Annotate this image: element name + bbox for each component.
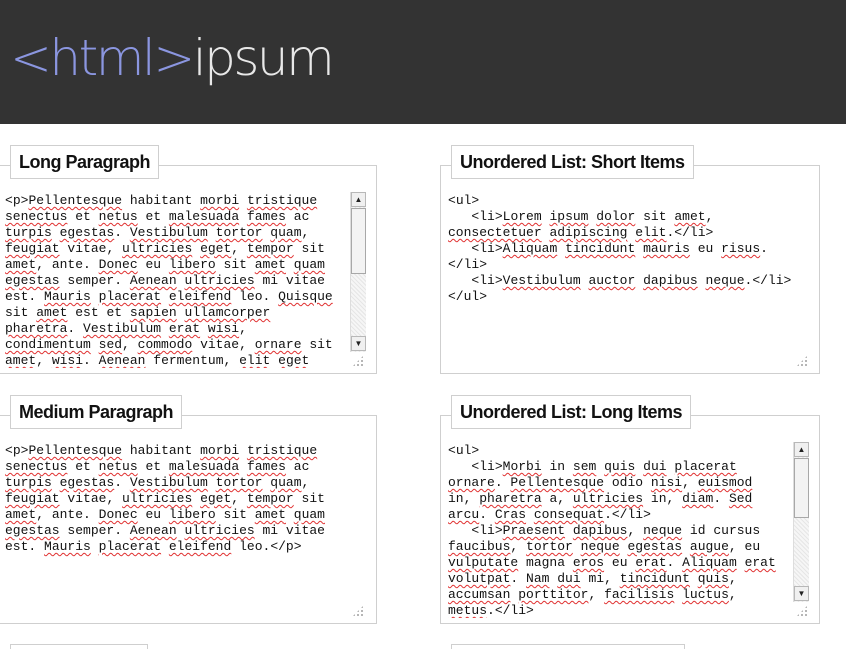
- code-line: feugiat vitae, ultricies eget, tempor sit: [5, 491, 325, 506]
- unordered-long-title: Unordered List: Long Items: [451, 395, 691, 429]
- code-line: <ul>: [448, 443, 480, 458]
- code-line: <p>Pellentesque habitant morbi tristique: [5, 443, 318, 458]
- code-line: in, pharetra a, ultricies in, diam. Sed: [448, 491, 753, 506]
- code-line: sit amet est et sapien ullamcorper: [5, 305, 271, 320]
- code-line: arcu. Cras consequat.</li>: [448, 507, 651, 522]
- medium-paragraph-title: Medium Paragraph: [10, 395, 182, 429]
- code-line: </ul>: [448, 289, 488, 304]
- code-line: senectus et netus et malesuada fames ac: [5, 459, 310, 474]
- long-paragraph-title: Long Paragraph: [10, 145, 159, 179]
- code-line: <ul>: [448, 193, 480, 208]
- scroll-thumb[interactable]: [794, 458, 809, 518]
- site-logo[interactable]: [10, 28, 332, 88]
- medium-paragraph-textarea[interactable]: [5, 443, 365, 618]
- code-line: <li>Vestibulum auctor dapibus neque.</li>: [448, 273, 792, 288]
- code-line: metus.</li>: [448, 603, 534, 618]
- code-line: <li>Aliquam tincidunt mauris eu risus.: [448, 241, 768, 256]
- code-line: ornare. Pellentesque odio nisi, euismod: [448, 475, 753, 490]
- code-line: egestas semper. Aenean ultricies mi vitae: [5, 523, 325, 538]
- code-line: amet, ante. Donec eu libero sit amet quam: [5, 257, 325, 272]
- scroll-down-icon[interactable]: ▼: [351, 336, 366, 351]
- unordered-short-textarea[interactable]: [448, 193, 810, 368]
- logo-ipsum: ipsum: [192, 29, 333, 87]
- code-line: volutpat. Nam dui mi, tincidunt quis,: [448, 571, 737, 586]
- unordered-short-title: Unordered List: Short Items: [451, 145, 694, 179]
- code-line: <li>Lorem ipsum dolor sit amet,: [448, 209, 714, 224]
- scroll-up-icon[interactable]: ▲: [351, 192, 366, 207]
- code-line: vulputate magna eros eu erat. Aliquam erat: [448, 555, 776, 570]
- logo-close-bracket: >: [153, 29, 193, 87]
- code-line: est. Mauris placerat eleifend leo.</p>: [5, 539, 302, 554]
- code-line: <li>Praesent dapibus, neque id cursus: [448, 523, 761, 538]
- code-line: pharetra. Vestibulum erat wisi,: [5, 321, 247, 336]
- code-line: condimentum sed, commodo vitae, ornare sit: [5, 337, 333, 352]
- scroll-down-icon[interactable]: ▼: [794, 586, 809, 601]
- next-panel-left-edge: [10, 644, 148, 649]
- long-paragraph-scrollbar[interactable]: [350, 192, 366, 352]
- code-line: accumsan porttitor, facilisis luctus,: [448, 587, 737, 602]
- code-line: <li>Morbi in sem quis dui placerat: [448, 459, 737, 474]
- code-line: feugiat vitae, ultricies eget, tempor sit: [5, 241, 325, 256]
- code-line: faucibus, tortor neque egestas augue, eu: [448, 539, 761, 554]
- code-line: consectetuer adipiscing elit.</li>: [448, 225, 714, 240]
- unordered-long-textarea[interactable]: [448, 443, 788, 618]
- code-line: senectus et netus et malesuada fames ac: [5, 209, 310, 224]
- logo-open-bracket: <: [10, 29, 50, 87]
- code-line: </li>: [448, 257, 488, 272]
- unordered-long-scrollbar[interactable]: [793, 442, 809, 602]
- scroll-thumb[interactable]: [351, 208, 366, 274]
- code-line: amet, wisi. Aenean fermentum, elit eget: [5, 353, 310, 368]
- code-line: turpis egestas. Vestibulum tortor quam,: [5, 475, 310, 490]
- long-paragraph-textarea[interactable]: [5, 193, 345, 368]
- code-line: turpis egestas. Vestibulum tortor quam,: [5, 225, 310, 240]
- logo-html: html: [49, 29, 154, 87]
- code-line: egestas semper. Aenean ultricies mi vitae: [5, 273, 325, 288]
- code-line: <p>Pellentesque habitant morbi tristique: [5, 193, 318, 208]
- scroll-up-icon[interactable]: ▲: [794, 442, 809, 457]
- code-line: est. Mauris placerat eleifend leo. Quisque: [5, 289, 333, 304]
- next-panel-right-edge: [451, 644, 685, 649]
- code-line: amet, ante. Donec eu libero sit amet quam: [5, 507, 325, 522]
- site-header: [0, 0, 846, 124]
